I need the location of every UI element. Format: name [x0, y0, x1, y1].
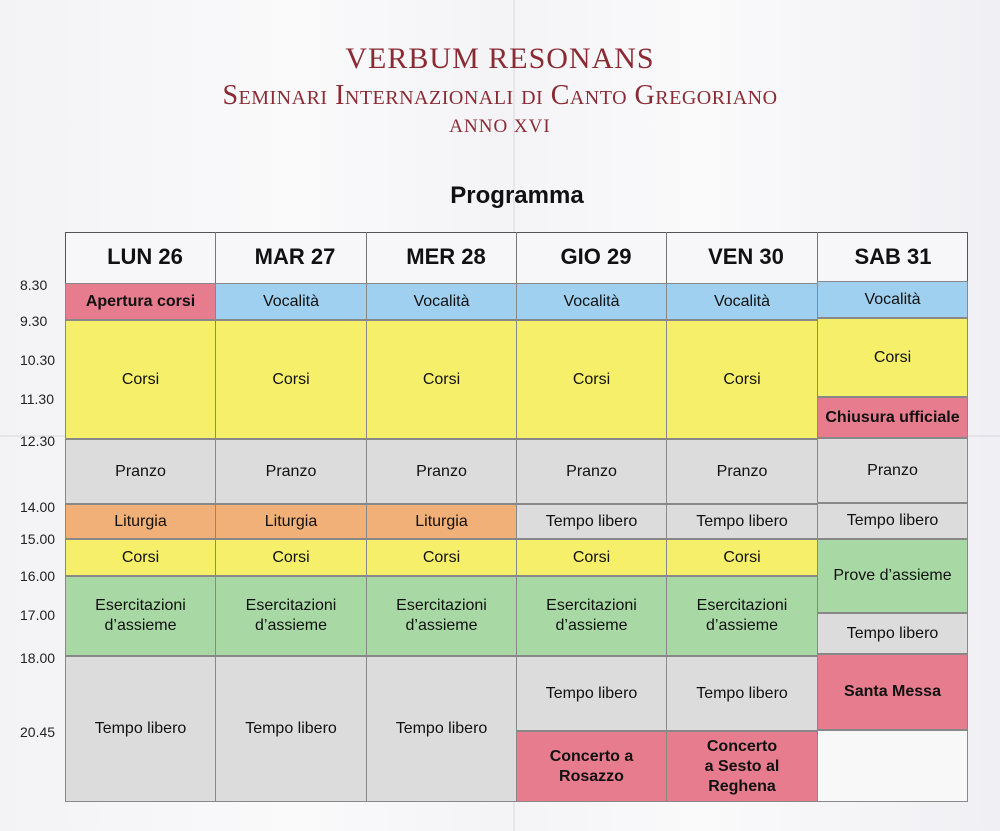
cell-ven-vocalita: Vocalità — [666, 283, 818, 320]
cell-sab-chiusura: Chiusura ufficiale — [817, 397, 968, 438]
cell-gio-vocalita: Vocalità — [516, 283, 667, 320]
time-label: 18.00 — [20, 650, 56, 666]
cell-mer-liturgia: Liturgia — [366, 504, 517, 539]
cell-mar-corsi: Corsi — [215, 320, 367, 439]
cell-ven-concerto: Concerto a Sesto al Reghena — [666, 731, 818, 802]
cell-lun-corsi: Corsi — [65, 320, 216, 439]
cell-mer-pranzo: Pranzo — [366, 439, 517, 504]
cell-gio-corsi-pm: Corsi — [516, 539, 667, 576]
cell-ven-corsi-pm: Corsi — [666, 539, 818, 576]
cell-lun-apertura: Apertura corsi — [65, 283, 216, 320]
programma-heading: Programma — [450, 182, 584, 209]
cell-lun-esercitazioni: Esercitazioni d’assieme — [65, 576, 216, 656]
cell-mar-liturgia: Liturgia — [215, 504, 367, 539]
cell-sab-empty — [817, 730, 968, 802]
cell-sab-vocalita: Vocalità — [817, 281, 968, 318]
cell-sab-prove: Prove d’assieme — [817, 539, 968, 613]
time-label: 12.30 — [20, 433, 56, 449]
time-label: 14.00 — [20, 499, 56, 515]
cell-ven-esercitazioni: Esercitazioni d’assieme — [666, 576, 818, 656]
cell-ven-tempo-libero-sera: Tempo libero — [666, 656, 818, 731]
time-label: 11.30 — [20, 391, 54, 407]
cell-gio-tempo-libero-sera: Tempo libero — [516, 656, 667, 731]
cell-sab-tempo-libero-pm: Tempo libero — [817, 613, 968, 654]
cell-lun-pranzo: Pranzo — [65, 439, 216, 504]
day-header-mar: MAR 27 — [254, 244, 336, 269]
cell-mar-vocalita: Vocalità — [215, 283, 367, 320]
cell-mar-esercitazioni: Esercitazioni d’assieme — [215, 576, 367, 656]
cell-sab-pranzo: Pranzo — [817, 438, 968, 503]
time-label: 10.30 — [20, 352, 56, 368]
time-label: 9.30 — [20, 313, 48, 329]
cell-mer-esercitazioni: Esercitazioni d’assieme — [366, 576, 517, 656]
cell-mar-pranzo: Pranzo — [215, 439, 367, 504]
cell-ven-pranzo: Pranzo — [666, 439, 818, 504]
time-label: 16.00 — [20, 568, 56, 584]
subtitle-seminari: Seminari Internazionali di Canto Gregoriano — [222, 80, 778, 111]
cell-mer-corsi-pm: Corsi — [366, 539, 517, 576]
day-header-ven: VEN 30 — [708, 244, 784, 269]
cell-lun-tempo-libero: Tempo libero — [65, 656, 216, 802]
cell-mar-tempo-libero: Tempo libero — [215, 656, 367, 802]
cell-mer-corsi: Corsi — [366, 320, 517, 439]
time-label: 20.45 — [20, 724, 56, 740]
cell-gio-esercitazioni: Esercitazioni d’assieme — [516, 576, 667, 656]
cell-sab-tempo-libero: Tempo libero — [817, 503, 968, 539]
day-header-gio: GIO 29 — [560, 244, 632, 269]
cell-ven-tempo-libero: Tempo libero — [666, 504, 818, 539]
time-label: 8.30 — [20, 277, 48, 293]
cell-mar-corsi-pm: Corsi — [215, 539, 367, 576]
cell-ven-corsi: Corsi — [666, 320, 818, 439]
cell-mer-vocalita: Vocalità — [366, 283, 517, 320]
time-label: 15.00 — [20, 531, 56, 547]
day-header-sab: SAB 31 — [854, 244, 932, 269]
cell-lun-corsi-pm: Corsi — [65, 539, 216, 576]
title-verbum-resonans: VERBUM RESONANS — [345, 42, 655, 75]
time-label: 17.00 — [20, 607, 56, 623]
cell-sab-corsi: Corsi — [817, 318, 968, 397]
cell-mer-tempo-libero: Tempo libero — [366, 656, 517, 802]
day-header-mer: MER 28 — [406, 244, 486, 269]
day-header-lun: LUN 26 — [107, 244, 183, 269]
cell-gio-concerto: Concerto a Rosazzo — [516, 731, 667, 802]
subtitle-anno: ANNO XVI — [449, 116, 551, 137]
cell-gio-corsi: Corsi — [516, 320, 667, 439]
cell-sab-santa-messa: Santa Messa — [817, 654, 968, 730]
cell-gio-tempo-libero: Tempo libero — [516, 504, 667, 539]
cell-lun-liturgia: Liturgia — [65, 504, 216, 539]
cell-gio-pranzo: Pranzo — [516, 439, 667, 504]
